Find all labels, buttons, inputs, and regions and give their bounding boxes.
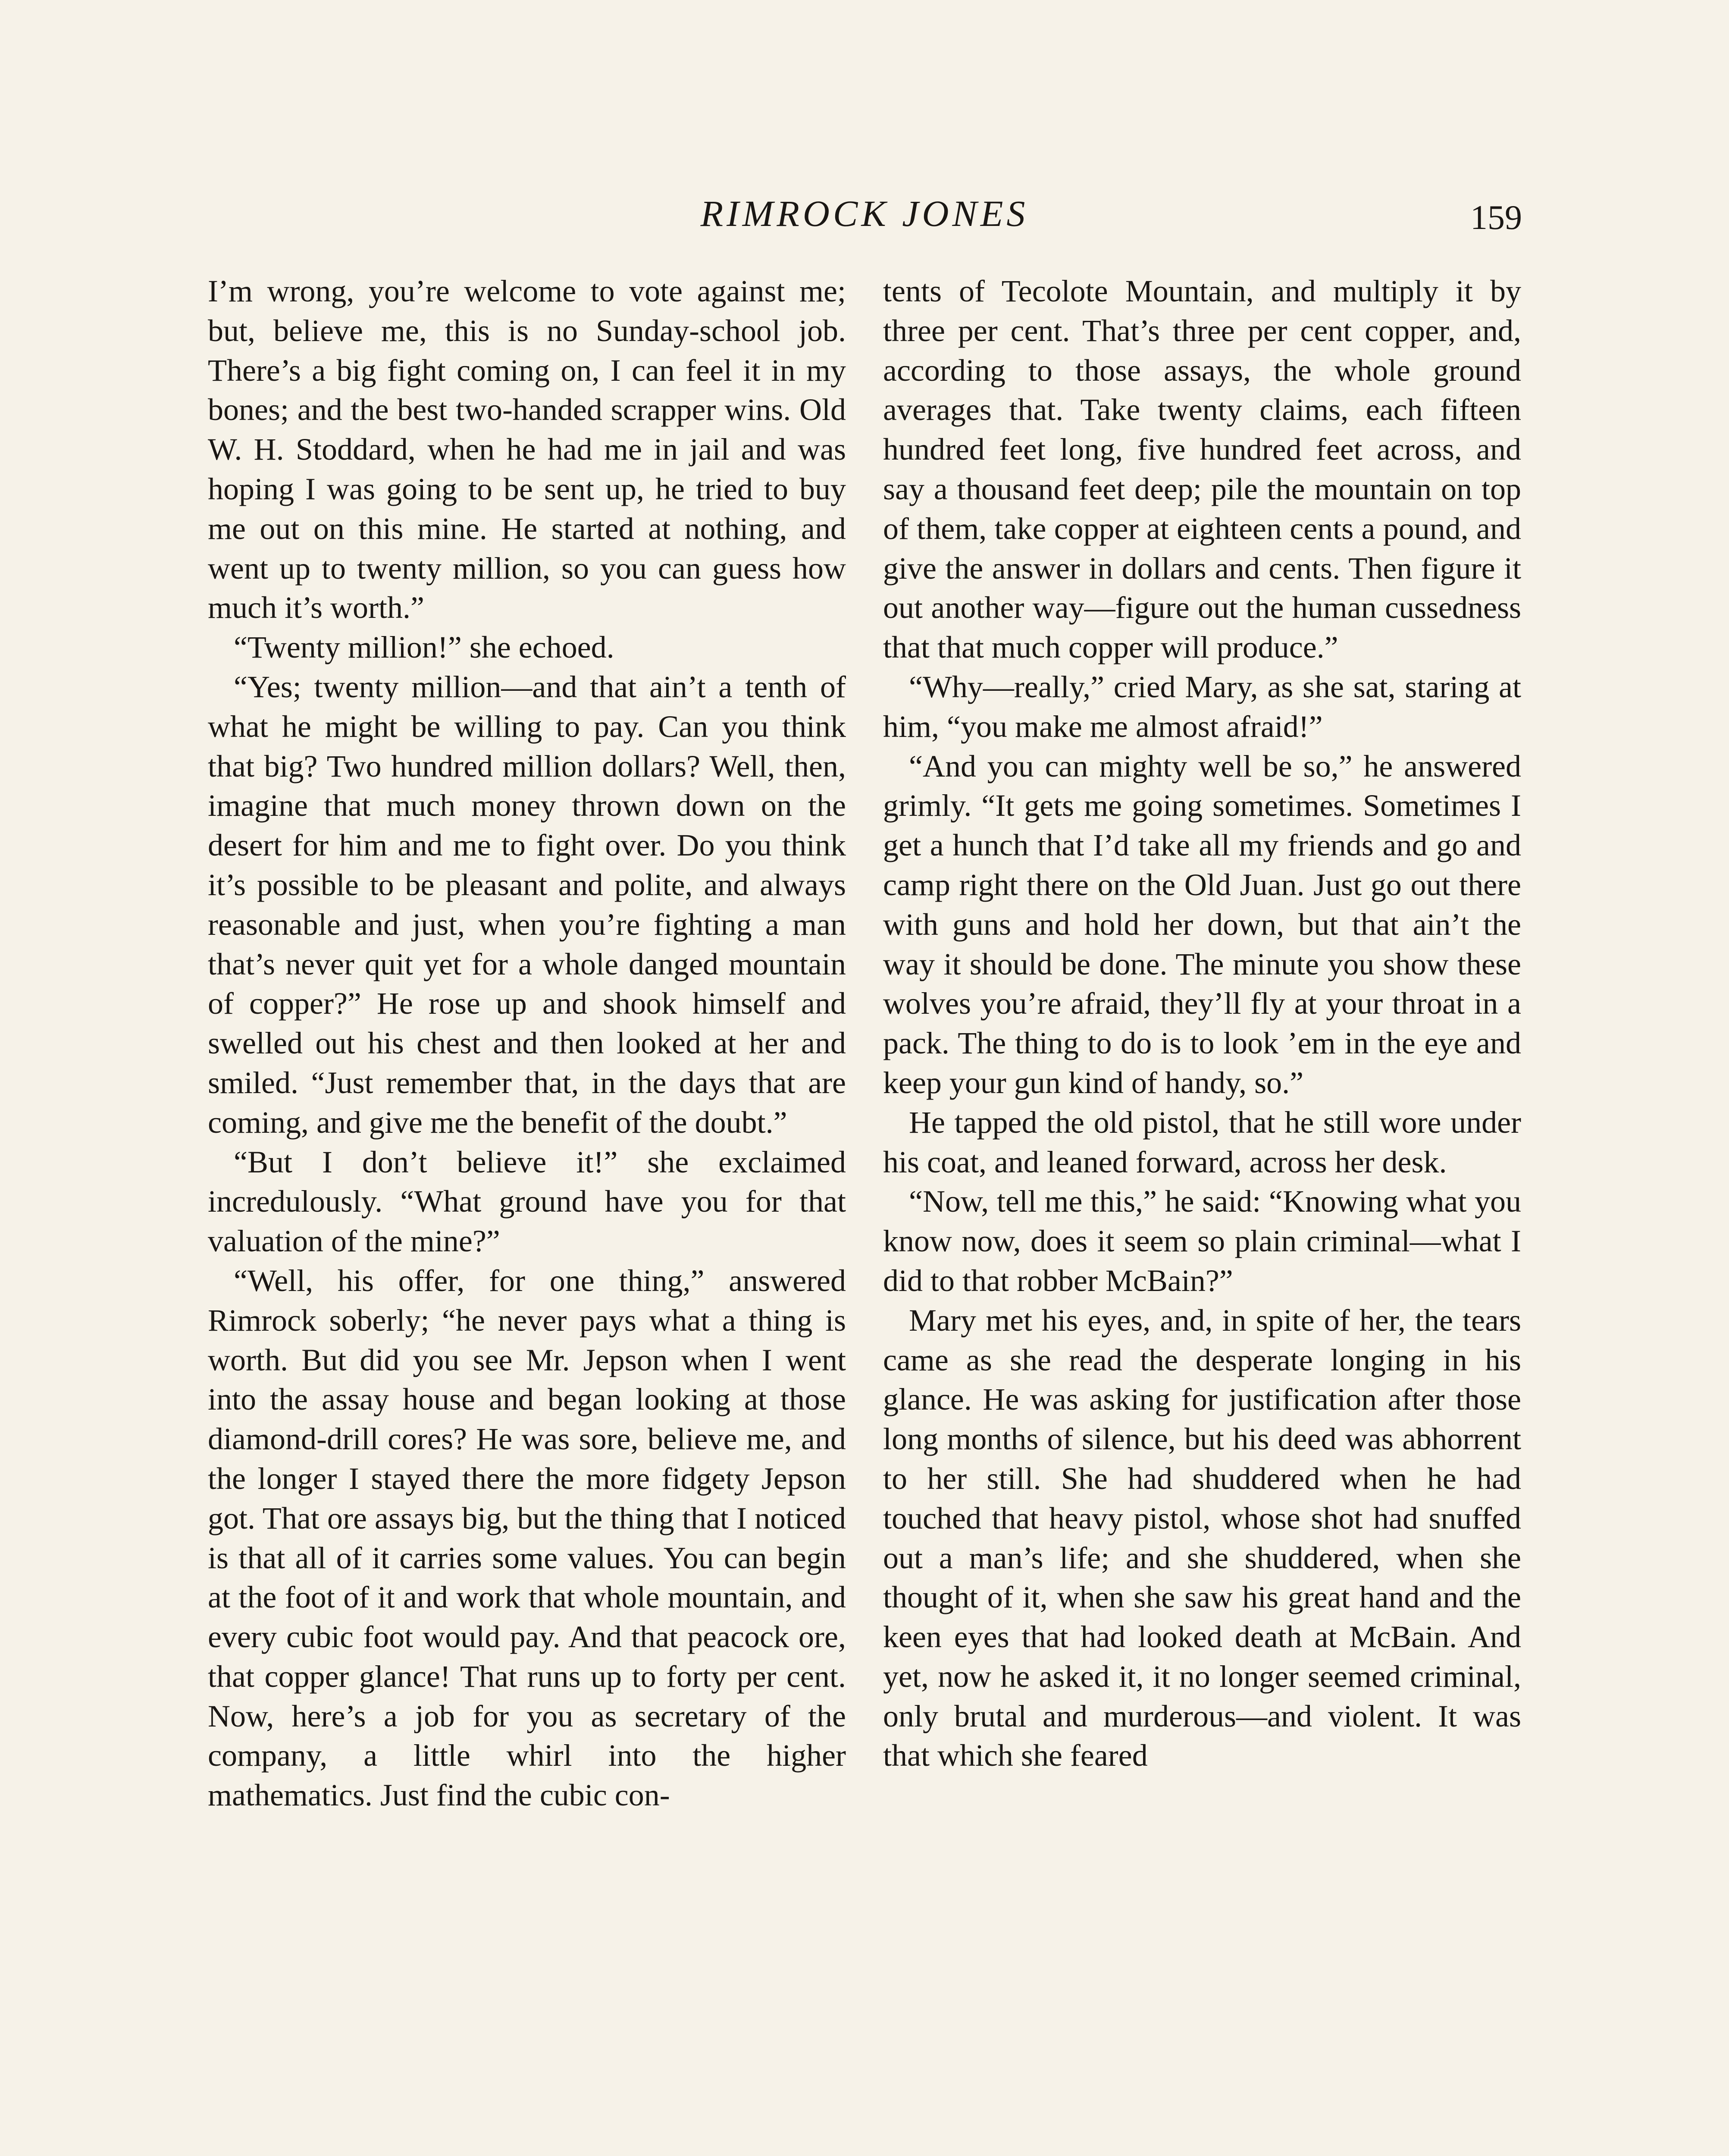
paragraph: Mary met his eyes, and, in spite of her, the tears came as she read the desperate longing in his glance. He was asking for justification after those long months of silence, but his deed was abhorrent to her still. She had shuddered when he had touched that heavy pistol, whose shot had snuffed out a man’s life; and she shuddered, when she thought of it, when she saw his great hand and the keen eyes that had looked death at McBain. And yet, now he asked it, it no longer seemed criminal, only brutal and murderous—and violent. It was that which she feared (883, 1303, 1521, 1773)
paragraph: “Now, tell me this,” he said: “Knowing what you know now, does it seem so plain criminal—what I did to that robber McBain?” (883, 1184, 1521, 1298)
left-column (208, 272, 846, 1815)
paragraph: “But I don’t believe it!” she exclaimed incredulously. “What ground have you for that valuation of the mine?” (208, 1144, 846, 1259)
page-number: 159 (1470, 199, 1522, 237)
right-column (883, 272, 1521, 1776)
paragraph: I’m wrong, you’re welcome to vote against me; but, believe me, this is no Sunday-school job. There’s a big fight coming on, I can feel it in my bones; and the best two-handed scrapper wins. Old W. H. Stoddard, when he had me in jail and was hoping I was going to be sent up, he tried to buy me out on this mine. He started at nothing, and went up to twenty million, so you can guess how much it’s worth.” (208, 274, 846, 625)
paragraph: “Yes; twenty million—and that ain’t a tenth of what he might be willing to pay. Can you think that big? Two hundred million dollars? Well, then, imagine that much money thrown down on the desert for him and me to fight over. Do you think it’s possible to be pleasant and polite, and always reasonable and just, when you’re fighting a man that’s never quit yet for a whole danged mountain of copper?” He rose up and shook himself and swelled out his chest and then looked at her and smiled. “Just remember that, in the days that are coming, and give me the benefit of the doubt.” (208, 669, 846, 1140)
paragraph: tents of Tecolote Mountain, and multiply it by three per cent. That’s three per cent copper, and, according to those assays, the whole ground averages that. Take twenty claims, each fifteen hundred feet long, five hundred feet across, and say a thousand feet deep; pile the mountain on top of them, take copper at eighteen cents a pound, and give the answer in dollars and cents. Then figure it out another way—figure out the human cussedness that that much copper will produce.” (883, 274, 1521, 665)
running-head (207, 190, 1522, 237)
running-title: RIMROCK JONES (700, 193, 1029, 234)
paragraph: “And you can mighty well be so,” he answered grimly. “It gets me going sometimes. Sometimes I get a hunch that I’d take all my friends and go and camp right there on the Old Juan. Just go out there with guns and hold her down, but that ain’t the way it should be done. The minute you show these wolves you’re afraid, they’ll fly at your throat in a pack. The thing to do is to look ’em in the eye and keep your gun kind of handy, so.” (883, 749, 1521, 1100)
paragraph: “Well, his offer, for one thing,” answered Rimrock soberly; “he never pays what a thing is worth. But did you see Mr. Jepson when I went into the assay house and began looking at those diamond-drill cores? He was sore, believe me, and the longer I stayed there the more fidgety Jepson got. That ore assays big, but the thing that I noticed is that all of it carries some values. You can begin at the foot of it and work that whole mountain, and every cubic foot would pay. And that peacock ore, that copper glance! That runs up to forty per cent. Now, here’s a job for you as secretary of the company, a little whirl into the higher mathematics. Just find the cubic con- (208, 1263, 846, 1813)
paragraph: “Why—really,” cried Mary, as she sat, staring at him, “you make me almost afraid!” (883, 669, 1521, 744)
paragraph: “Twenty million!” she echoed. (234, 630, 614, 665)
paragraph: He tapped the old pistol, that he still wore under his coat, and leaned forward, across her desk. (883, 1105, 1521, 1179)
